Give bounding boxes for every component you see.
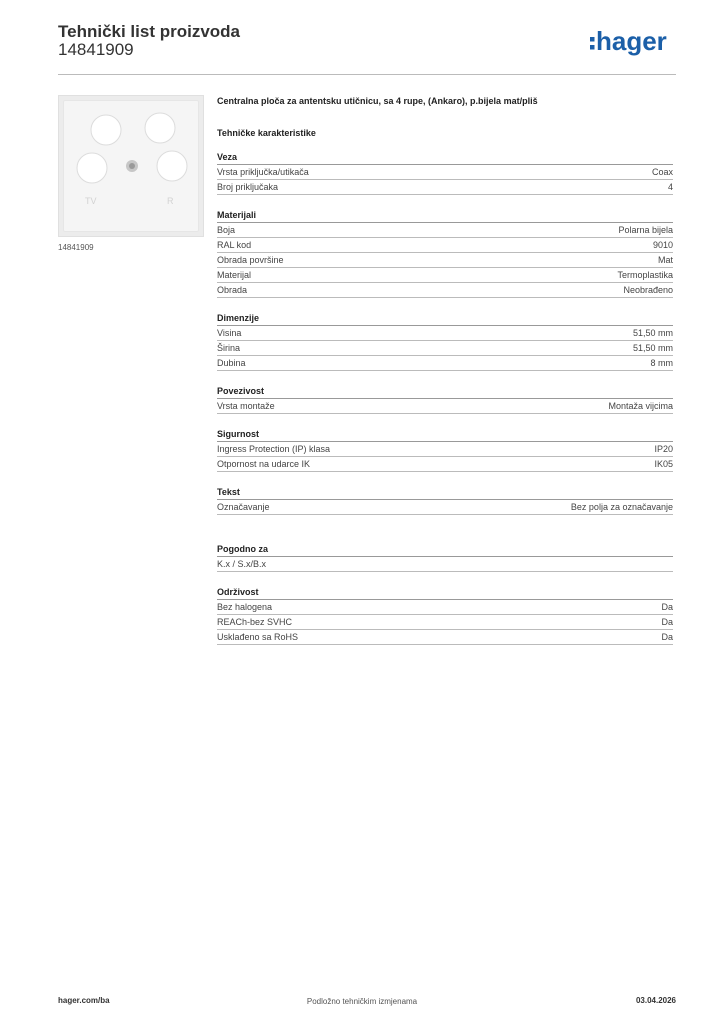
spec-row [217, 557, 673, 572]
spec-row [217, 326, 673, 341]
spec-row [217, 615, 673, 630]
spec-row [217, 442, 673, 457]
section-heading: Tehničke karakteristike [217, 128, 316, 138]
spec-row [217, 223, 673, 238]
group-povezivost [217, 385, 673, 414]
spec-label: Obrada površine [217, 255, 284, 265]
spec-row [217, 457, 673, 472]
r-mark: R [167, 196, 174, 206]
group-title: Materijali [217, 209, 673, 223]
image-caption: 14841909 [58, 243, 94, 252]
spec-value: Bez polja za označavanje [570, 502, 673, 512]
product-code: 14841909 [58, 40, 134, 59]
spec-label: Označavanje [217, 502, 270, 512]
specifications [217, 95, 673, 659]
spec-value: 9010 [652, 240, 673, 250]
footer-notice: Podložno tehničkim izmjenama [306, 997, 418, 1006]
spec-row [217, 253, 673, 268]
product-image [58, 95, 204, 237]
header-divider [58, 74, 676, 75]
spec-label: Materijal [217, 270, 252, 280]
spec-value: IP20 [654, 444, 673, 454]
group-title: Tekst [217, 486, 673, 500]
spec-label: Vrsta montaže [217, 401, 275, 411]
spec-label: RAL kod [217, 240, 252, 250]
spec-label: Boja [217, 225, 236, 235]
tv-mark: TV [85, 196, 97, 206]
spec-row [217, 399, 673, 414]
spec-row [217, 630, 673, 645]
spec-label: Bez halogena [217, 602, 273, 612]
spec-row [217, 341, 673, 356]
spec-label: Dubina [217, 358, 246, 368]
footer-date: 03.04.2026 [635, 996, 676, 1005]
group-title: Dimenzije [217, 312, 673, 326]
spec-value: IK05 [654, 459, 673, 469]
group-title: Veza [217, 151, 673, 165]
group-pogodno-za [217, 543, 673, 572]
page-title: Tehnički list proizvoda [58, 22, 240, 41]
spec-label: Ingress Protection (IP) klasa [217, 444, 331, 454]
spec-label: Obrada [217, 285, 248, 295]
spec-value: Polarna bijela [618, 225, 673, 235]
spec-value: 8 mm [650, 358, 673, 368]
group-sigurnost [217, 428, 673, 472]
group-veza [217, 151, 673, 195]
group-title: Sigurnost [217, 428, 673, 442]
spec-value: 51,50 mm [632, 328, 673, 338]
spec-row [217, 165, 673, 180]
group-odrzivost [217, 586, 673, 645]
spec-value: Da [661, 617, 673, 627]
group-tekst [217, 486, 673, 515]
spec-value: Montaža vijcima [608, 401, 673, 411]
spec-row [217, 180, 673, 195]
brand-text: hager [596, 26, 667, 56]
spec-value: Mat [657, 255, 673, 265]
spec-value: Da [661, 602, 673, 612]
spec-label: Širina [217, 343, 241, 353]
spec-row [217, 238, 673, 253]
spec-label: K.x / S.x/B.x [217, 559, 267, 569]
spec-label: Otpornost na udarce IK [217, 459, 311, 469]
spec-value: Neobrađeno [623, 285, 673, 295]
group-title: Pogodno za [217, 543, 673, 557]
spec-label: Vrsta priključka/utikača [217, 167, 309, 177]
spec-label: Usklađeno sa RoHS [217, 632, 299, 642]
spec-label: Visina [217, 328, 242, 338]
footer-website: hager.com/ba [58, 996, 110, 1005]
spec-row [217, 500, 673, 515]
spec-value: Coax [651, 167, 673, 177]
spec-label: REACh-bez SVHC [217, 617, 293, 627]
group-dimenzije [217, 312, 673, 371]
spec-row [217, 356, 673, 371]
spec-value: Termoplastika [617, 270, 673, 280]
spec-label: Broj priključaka [217, 182, 279, 192]
hager-logo [590, 26, 676, 58]
antenna-plate-illustration [63, 100, 201, 234]
group-materijali [217, 209, 673, 298]
spec-value: 4 [667, 182, 673, 192]
spec-row [217, 600, 673, 615]
group-title: Održivost [217, 586, 673, 600]
spec-value: 51,50 mm [632, 343, 673, 353]
product-description: Centralna ploča za antentsku utičnicu, sa 4 rupe, (Ankaro), p.bijela mat/pliš [217, 96, 538, 106]
group-title: Povezivost [217, 385, 673, 399]
spec-value: Da [661, 632, 673, 642]
spec-row [217, 268, 673, 283]
spec-row [217, 283, 673, 298]
